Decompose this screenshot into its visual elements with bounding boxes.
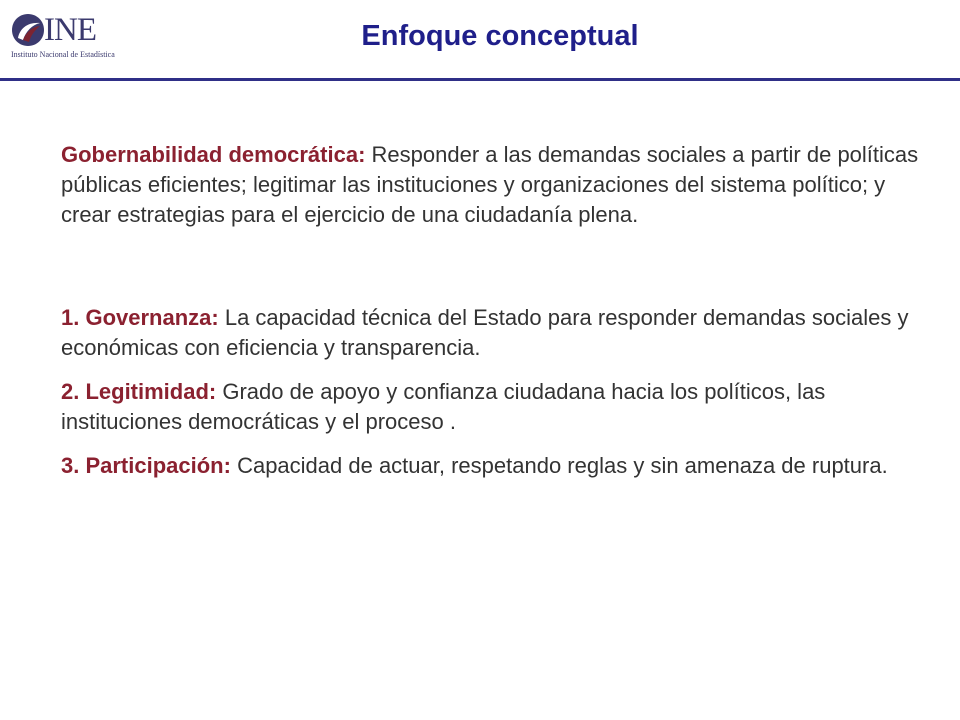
title-divider bbox=[0, 78, 960, 81]
slide-content bbox=[61, 140, 921, 495]
intro-term: Gobernabilidad democrática: bbox=[61, 142, 366, 167]
list-item-term: 3. Participación: bbox=[61, 453, 231, 478]
logo-wordmark: INE bbox=[44, 12, 96, 48]
ine-logo-icon bbox=[10, 12, 46, 48]
list-item bbox=[61, 377, 921, 437]
logo-subtitle: Instituto Nacional de Estadística bbox=[11, 50, 115, 59]
page-title: Enfoque conceptual bbox=[361, 20, 639, 52]
intro-paragraph bbox=[61, 140, 921, 230]
list-item bbox=[61, 451, 921, 481]
list-item bbox=[61, 303, 921, 363]
list-item-term: 1. Governanza: bbox=[61, 305, 219, 330]
list-item-text: La capacidad técnica del Estado para responder demandas sociales y económicas con eficiencia y transparencia. bbox=[61, 305, 909, 360]
list-item-text: Capacidad de actuar, respetando reglas y sin amenaza de ruptura. bbox=[230, 453, 888, 478]
ine-logo bbox=[10, 12, 115, 60]
list-item-text: Grado de apoyo y confianza ciudadana hacia los políticos, las instituciones democráticas y el proceso . bbox=[61, 379, 826, 434]
intro-text: Responder a las demandas sociales a partir de políticas públicas eficientes; legitimar las instituciones y organizaciones del sistema político; y crear estrategias para el ejercicio de una ciudadanía plena. bbox=[61, 142, 919, 227]
list-item-term: 2. Legitimidad: bbox=[61, 379, 217, 404]
concept-list bbox=[61, 303, 921, 481]
